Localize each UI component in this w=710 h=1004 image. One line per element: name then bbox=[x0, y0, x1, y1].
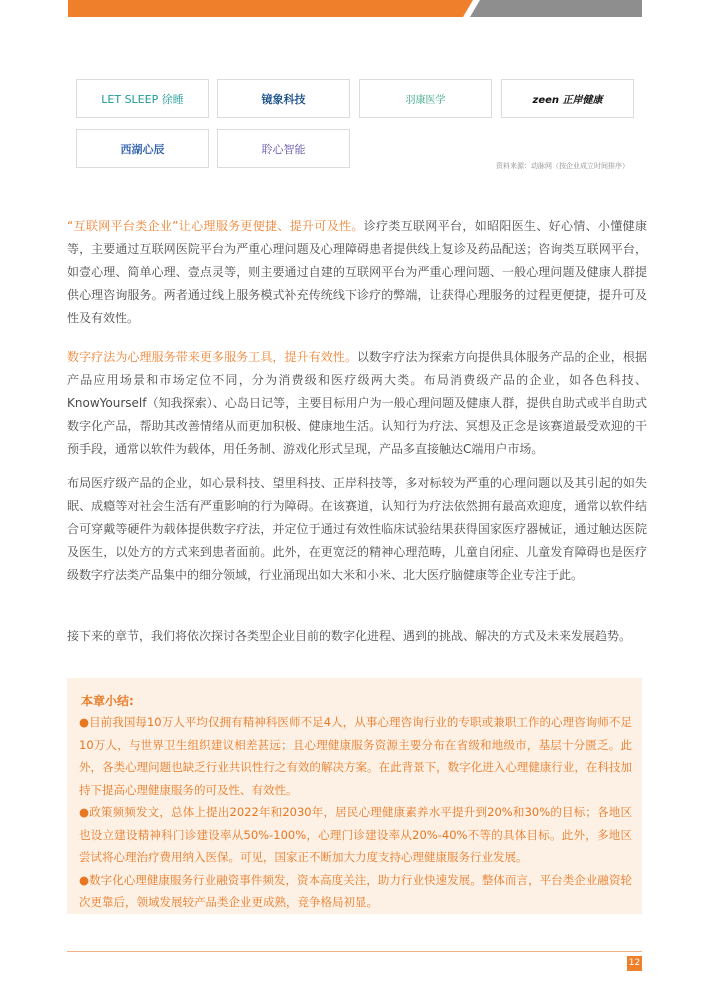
footer-divider bbox=[67, 951, 642, 952]
logo-card-yukang bbox=[359, 79, 492, 118]
logo-lingxin: 聆心智能 bbox=[261, 142, 306, 156]
logo-letsleep: LET SLEEP 徐睡 bbox=[101, 92, 184, 106]
summary-item: ●目前我国每10万人平均仅拥有精神科医师不足4人，从事心理咨询行业的专职或兼职工作的心理咨询师不足10万人，与世界卫生组织建议相差甚远；且心理健康服务资源主要分布在省级和地级市，基层十分匮乏。此外，各类心理问题也缺乏行业共识性行之有效的解决方案。在此背景下，数字化进入心理健康行业，在科技加持下提高心理健康服务的可及性、有效性。 bbox=[79, 715, 632, 797]
logo-yukang: 羽康医学 bbox=[405, 95, 446, 106]
summary-text bbox=[79, 711, 632, 914]
summary-item: ●数字化心理健康服务行业融资事件频发，资本高度关注，助力行业快速发展。整体而言，平台类企业融资轮次更靠后，领域发展较产品类企业更成熟，竞争格局初显。 bbox=[79, 872, 632, 909]
paragraph-platform-body: 诊疗类互联网平台，如昭阳医生、好心情、小懂健康等，主要通过互联网医院平台为严重心理问题及心理障碍患者提供线上复诊及药品配送；咨询类互联网平台，如壹心理、简单心理、壹点灵等，则主要通过自建的互联网平台为严重心理问题、一般心理问题及健康人群提供心理咨询服务。两者通过线上服务模式补充传统线下诊疗的弊端，让获得心理服务的过程更便捷，提升可及性及有效性。 bbox=[67, 219, 647, 325]
logo-jingxiang: 镜象科技 bbox=[261, 92, 306, 106]
logo-card-letsleep bbox=[76, 79, 209, 118]
logo-card-xihu bbox=[76, 129, 209, 168]
chapter-summary-box bbox=[67, 678, 642, 914]
paragraph-digital-therapy-body: 以数字疗法为探索方向提供具体服务产品的企业，根据产品应用场景和市场定位不同，分为消费级和医疗级两大类。布局消费级产品的企业，如各色科技、KnowYourself（知我探索）、心岛日记等，主要目标用户为一般心理问题及健康人群，提供自助式或半自助式数字化产品，帮助其改善情绪从而更加积极、健康地生活。认知行为疗法、冥想及正念是该赛道最受欢迎的干预手段，通常以软件为载体，用任务制、游戏化形式呈现，产品多直接触达C端用户市场。 bbox=[67, 350, 647, 456]
logo-zeen: zeen 正岸健康 bbox=[532, 95, 603, 106]
logo-xihu: 西湖心辰 bbox=[120, 142, 165, 156]
paragraph-next-chapter: 接下来的章节，我们将依次探讨各类型企业目前的数字化进程、遇到的挑战、解决的方式及未来发展趋势。 bbox=[67, 629, 632, 643]
logo-card-jingxiang bbox=[217, 79, 350, 118]
paragraph-platform-highlight: “互联网平台类企业”让心理服务更便捷、提升可及性。 bbox=[67, 219, 364, 233]
summary-title: 本章小结: bbox=[81, 694, 134, 708]
logo-card-lingxin bbox=[217, 129, 350, 168]
header-accent-bar bbox=[68, 0, 473, 17]
paragraph-digital-therapy bbox=[67, 346, 647, 461]
logo-card-zeen bbox=[501, 79, 634, 118]
page-number: 12 bbox=[627, 956, 642, 971]
summary-item: ●政策频频发文，总体上提出2022年和2030年，居民心理健康素养水平提升到20%和30%的目标；各地区也设立建设精神科门诊建设率从50%-100%，心理门诊建设率从20%-40%不等的具体目标。此外，多地区尝试将心理治疗费用纳入医保。可见，国家正不断加大力度支持心理健康服务行业发展。 bbox=[79, 805, 632, 864]
header-gray-bar bbox=[470, 0, 642, 17]
paragraph-medical-grade: 布局医疗级产品的企业，如心景科技、望里科技、正岸科技等，多对标较为严重的心理问题以及其引起的如失眠、成瘾等对社会生活有严重影响的行为障碍。在该赛道，认知行为疗法依然拥有最高欢迎度，通常以软件结合可穿戴等硬件为载体提供数字疗法，并定位于通过有效性临床试验结果获得国家医疗器械证，通过触达医院及医生，以处方的方式来到患者面前。此外，在更宽泛的精神心理范畴，儿童自闭症、儿童发育障碍也是医疗级数字疗法类产品集中的细分领域，行业涌现出如大米和小米、北大医疗脑健康等企业专注于此。 bbox=[67, 476, 647, 582]
source-note: 资料来源：动脉网（按企业成立时间排序） bbox=[496, 162, 629, 170]
paragraph-platform bbox=[67, 215, 647, 330]
paragraph-digital-therapy-highlight: 数字疗法为心理服务带来更多服务工具，提升有效性。 bbox=[67, 350, 358, 364]
